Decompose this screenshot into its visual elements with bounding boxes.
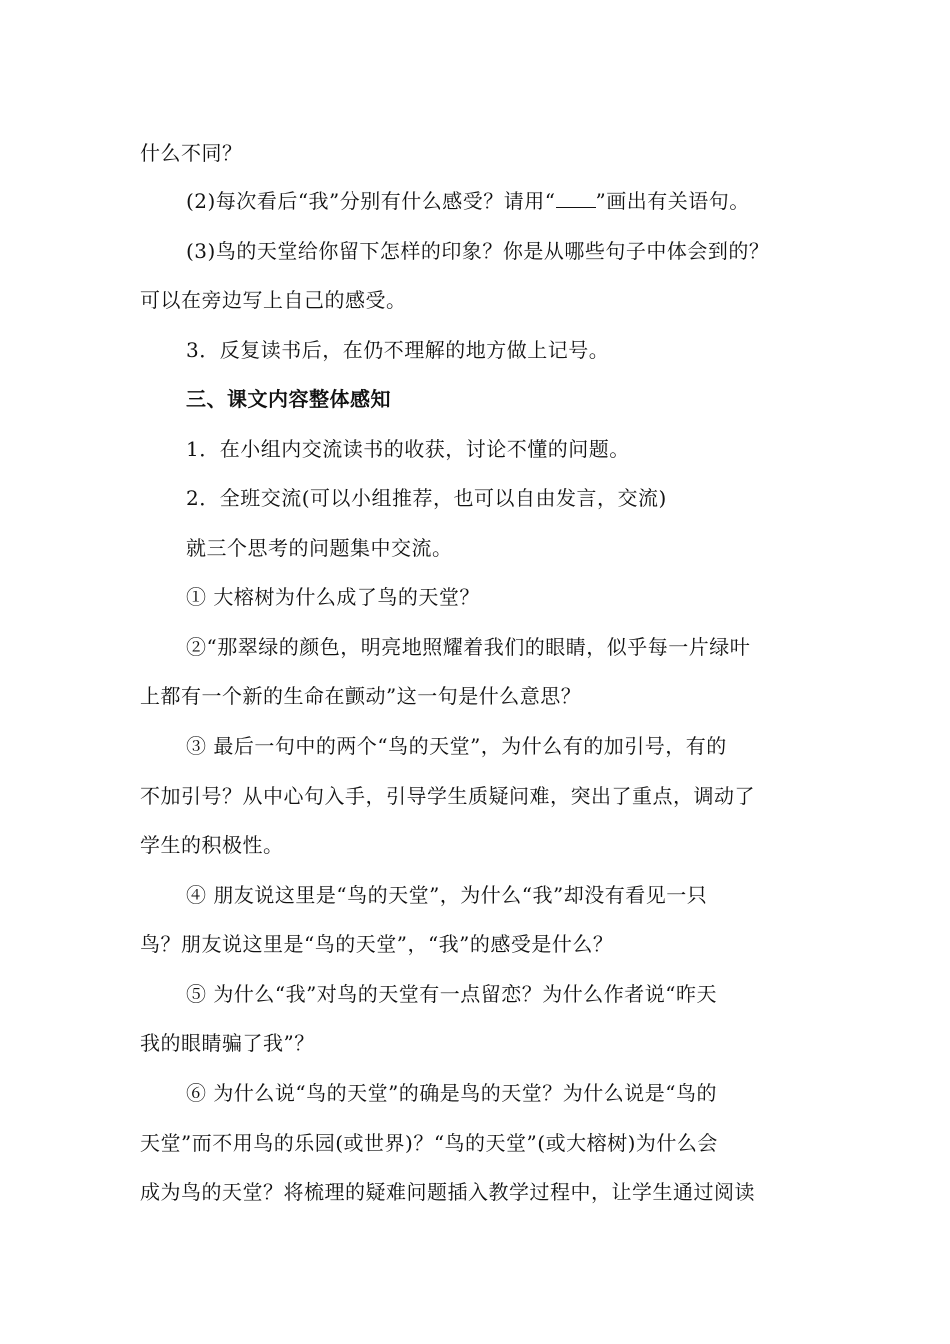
text-line: 我的眼睛骗了我”？ — [140, 1031, 315, 1055]
section-heading: 三、课文内容整体感知 — [186, 387, 391, 411]
question-item: ⑤ 为什么“我”对鸟的天堂有一点留恋？为什么作者说“昨天 — [186, 982, 718, 1006]
underline-blank — [556, 189, 596, 208]
question-item: ① 大榕树为什么成了鸟的天堂？ — [186, 585, 480, 609]
question-item: ②“那翠绿的颜色，明亮地照耀着我们的眼睛，似乎每一片绿叶 — [186, 635, 751, 659]
question-item: ⑥ 为什么说“鸟的天堂”的确是鸟的天堂？为什么说是“鸟的 — [186, 1081, 718, 1105]
text-segment: ”画出有关语句。 — [595, 189, 750, 213]
text-line: 天堂”而不用鸟的乐园(或世界)？“鸟的天堂”(或大榕树)为什么会 — [140, 1131, 718, 1155]
text-line: 成为鸟的天堂？将梳理的疑难问题插入教学过程中，让学生通过阅读 — [140, 1180, 755, 1204]
text-line: (3)鸟的天堂给你留下怎样的印象？你是从哪些句子中体会到的？ — [186, 239, 770, 263]
text-line: 1．在小组内交流读书的收获，讨论不懂的问题。 — [186, 437, 630, 461]
text-line: 就三个思考的问题集中交流。 — [186, 536, 453, 560]
text-line: 3．反复读书后，在仍不理解的地方做上记号。 — [186, 338, 610, 362]
text-line-with-blank — [186, 188, 826, 214]
text-line: 不加引号？从中心句入手，引导学生质疑问难，突出了重点，调动了 — [140, 784, 755, 808]
text-line: 学生的积极性。 — [140, 833, 284, 857]
text-line: 可以在旁边写上自己的感受。 — [140, 288, 407, 312]
text-line: 鸟？朋友说这里是“鸟的天堂”，“我”的感受是什么？ — [140, 932, 614, 956]
text-line: 2．全班交流(可以小组推荐，也可以自由发言，交流) — [186, 486, 667, 510]
text-line: 上都有一个新的生命在颤动”这一句是什么意思？ — [140, 684, 582, 708]
text-segment: (2)每次看后“我”分别有什么感受？请用“ — [186, 189, 556, 213]
text-line: 什么不同？ — [140, 141, 243, 165]
question-item: ③ 最后一句中的两个“鸟的天堂”，为什么有的加引号，有的 — [186, 734, 727, 758]
question-item: ④ 朋友说这里是“鸟的天堂”，为什么“我”却没有看见一只 — [186, 883, 708, 907]
